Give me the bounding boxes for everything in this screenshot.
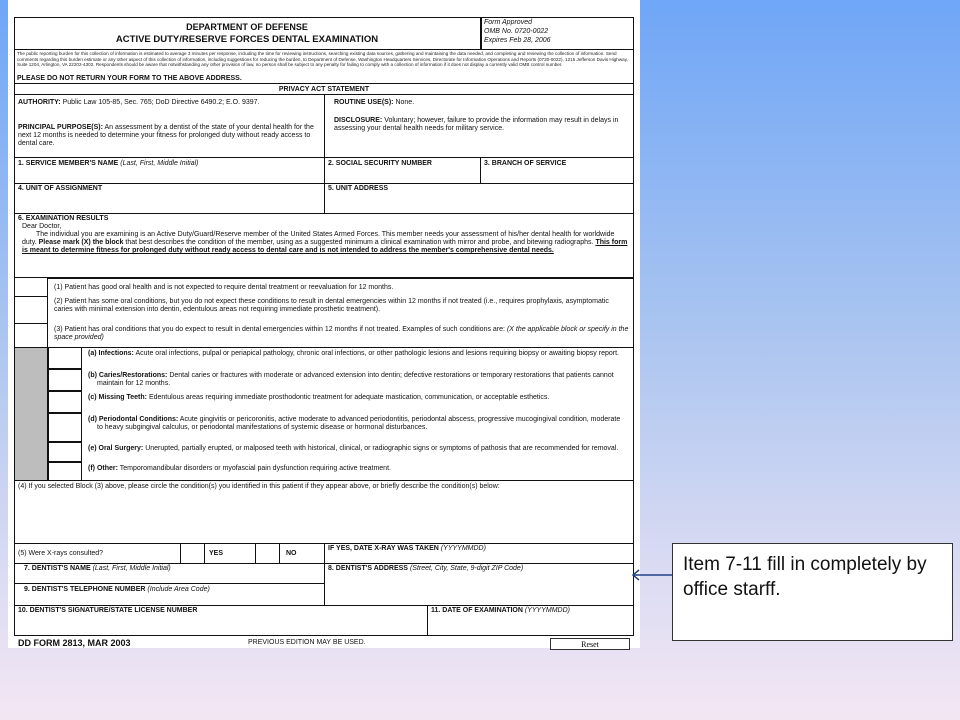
condition-desc: Unerupted, partially erupted, or malposed teeth with historical, clinical, or radiographic signs or symptoms of pathosis that are recommended for removal. xyxy=(145,445,619,452)
disclosure-label: DISCLOSURE: xyxy=(334,117,383,124)
intro-text-2: that best describes the condition of the member, using as a suggested minimum a clinical examination with mirror and probe, and bitewing radiographs. xyxy=(125,239,594,246)
checkbox-2[interactable] xyxy=(14,296,48,324)
condition-item xyxy=(88,394,628,402)
privacy-header: PRIVACY ACT STATEMENT xyxy=(278,86,370,93)
xray-no-checkbox[interactable] xyxy=(255,543,280,564)
condition-name: (b) Caries/Restorations: xyxy=(88,372,168,379)
condition-item xyxy=(88,445,628,453)
condition-desc: Edentulous areas requiring immediate prosthodontic treatment for adequate mastication, communication, or acceptable esthetics. xyxy=(148,394,550,401)
condition-name: (a) Infections: xyxy=(88,350,134,357)
condition-checkbox[interactable] xyxy=(48,391,82,413)
checkbox-1[interactable] xyxy=(14,277,48,297)
condition-name: (e) Oral Surgery: xyxy=(88,445,144,452)
dentist-phone-field[interactable]: 9. DENTIST'S TELEPHONE NUMBER (Include Area Code) xyxy=(24,586,210,593)
option-2: (2) Patient has some oral conditions, but you do not expect these conditions to result in dental emergencies within 12 months if not treated (i.e., requires prophylaxis, asymptomatic caries with minimal extension into dentin, edentulous areas not requiring immediate prosthetic treatment). xyxy=(54,298,609,313)
service-member-name-field[interactable]: 1. SERVICE MEMBER'S NAME (Last, First, Middle Initial) xyxy=(18,160,199,167)
previous-edition: PREVIOUS EDITION MAY BE USED. xyxy=(248,639,366,646)
intro-bold-2: This form is meant to determine fitness for prolonged duty without ready access to dental care and is not intended to address the member's comprehensive dental needs. xyxy=(22,239,628,254)
xray-question: (5) Were X-rays consulted? xyxy=(18,550,104,557)
intro-text: The individual you are examining is an Active Duty/Guard/Reserve member of the United States Armed Forces. This member needs your assessment of his/her dental health for worldwide duty. xyxy=(22,231,615,246)
condition-checkbox[interactable] xyxy=(48,413,82,442)
department: DEPARTMENT OF DEFENSE xyxy=(186,22,308,32)
condition-checkbox[interactable] xyxy=(48,442,82,462)
option-3-hint: (X the applicable block or specify in the space provided) xyxy=(54,326,629,341)
condition-name: (c) Missing Teeth: xyxy=(88,394,147,401)
condition-checkbox[interactable] xyxy=(48,369,82,391)
purpose-text: An assessment by a dentist of the state of your dental health for the next 12 months is needed to determine your fitness for prolonged duty without ready access to dental care. xyxy=(18,124,314,147)
dental-exam-form xyxy=(8,0,640,648)
disclosure-text: Voluntary; however, failure to provide the information may result in delays in assessing your dental health needs for military service. xyxy=(334,117,619,132)
approval-text: Form Approved xyxy=(484,19,532,26)
routine-label: ROUTINE USE(S): xyxy=(334,99,394,106)
intro-bold: Please mark (X) the block xyxy=(38,239,124,246)
authority-text: Public Law 105-85, Sec. 765; DoD Directive 6490.2; E.O. 9397. xyxy=(62,99,260,106)
do-not-return: PLEASE DO NOT RETURN YOUR FORM TO THE ABOVE ADDRESS. xyxy=(17,75,242,82)
yes-label: YES xyxy=(209,550,224,557)
arrow-icon xyxy=(630,568,674,582)
condition-desc: Temporomandibular disorders or myofascial pain dysfunction requiring active treatment. xyxy=(119,465,391,472)
exam-date-field[interactable]: 11. DATE OF EXAMINATION (YYYYMMDD) xyxy=(431,607,570,614)
option-1: (1) Patient has good oral health and is not expected to require dental treatment or reevaluation for 12 months. xyxy=(54,284,394,291)
burden-statement: The public reporting burden for this collection of information is estimated to average 3 minutes per response, including the time for reviewing instructions, searching existing data sources, gathering and maintaining the data needed, and completing and reviewing the collection of information. Send comments regarding this burden estimate or any other aspect of this collection of information, including suggestions for reducing the burden, to Department of Defense, Washington Headquarters Services, Directorate for Information Operations and Reports (0720-0022), 1215 Jefferson Davis Highway, Suite 1204, Arlington, VA 22202-4302. Respondents should be aware that notwithstanding any other provision of law, no person shall be subject to any penalty for failing to comply with a collection of information if it does not display a currently valid OMB control number. xyxy=(17,51,628,68)
expiry: Expires Feb 28, 2006 xyxy=(484,37,551,44)
form-number: DD FORM 2813, MAR 2003 xyxy=(18,638,131,648)
option-3: (3) Patient has oral conditions that you do expect to result in dental emergencies within 12 months if not treated. Examples of such conditions are: xyxy=(54,326,505,333)
condition-name: (f) Other: xyxy=(88,465,118,472)
condition-desc: Dental caries or fractures with moderate or advanced extension into dentin; defective restorations or temporary restorations that patients cannot maintain for 12 months. xyxy=(97,372,614,387)
condition-checkbox[interactable] xyxy=(48,347,82,369)
xray-yes-checkbox[interactable] xyxy=(180,543,205,564)
option-4: (4) If you selected Block (3) above, please circle the condition(s) you identified in this patient if they appear above, or briefly describe the condition(s) below: xyxy=(18,483,500,490)
salutation: Dear Doctor, xyxy=(22,223,62,230)
unit-address-field[interactable]: 5. UNIT ADDRESS xyxy=(328,185,389,192)
condition-checkbox[interactable] xyxy=(48,462,82,481)
purpose-label: PRINCIPAL PURPOSE(S): xyxy=(18,124,103,131)
xray-date-field[interactable]: IF YES, DATE X-RAY WAS TAKEN (YYYYMMDD) xyxy=(328,545,486,552)
branch-field[interactable]: 3. BRANCH OF SERVICE xyxy=(484,160,567,167)
dentist-signature-field[interactable]: 10. DENTIST'S SIGNATURE/STATE LICENSE NUMBER xyxy=(18,607,198,614)
unit-assignment-field[interactable]: 4. UNIT OF ASSIGNMENT xyxy=(18,185,103,192)
checkbox-3[interactable] xyxy=(14,323,48,348)
condition-item xyxy=(88,372,628,388)
routine-text: None. xyxy=(395,99,415,106)
form-title: ACTIVE DUTY/RESERVE FORCES DENTAL EXAMINATION xyxy=(115,34,379,45)
section6-title: 6. EXAMINATION RESULTS xyxy=(18,215,109,222)
callout-note: Item 7-11 fill in completely by office starff. xyxy=(672,543,953,641)
condition-item xyxy=(88,416,628,432)
condition-item xyxy=(88,350,628,358)
no-label: NO xyxy=(286,550,297,557)
condition-name: (d) Periodontal Conditions: xyxy=(88,416,179,423)
dentist-name-field[interactable]: 7. DENTIST'S NAME (Last, First, Middle Initial) xyxy=(24,565,171,572)
dentist-address-field[interactable]: 8. DENTIST'S ADDRESS (Street, City, State, 9-digit ZIP Code) xyxy=(328,565,524,572)
condition-item xyxy=(88,465,628,473)
ssn-field[interactable]: 2. SOCIAL SECURITY NUMBER xyxy=(328,160,432,167)
reset-button[interactable]: Reset xyxy=(550,638,630,650)
omb-number: OMB No. 0720-0022 xyxy=(484,28,549,35)
condition-desc: Acute oral infections, pulpal or periapical pathology, chronic oral infections, or other pathologic lesions and lesions requiring biopsy or awaiting biopsy report. xyxy=(135,350,619,357)
authority-label: AUTHORITY: xyxy=(18,99,61,106)
condition-desc: Acute gingivitis or pericoronitis, active moderate to advanced periodontitis, periodontal abscess, progressive mucogingival condition, moderate to heavy subgingival calculus, or periodontal manifestations of systemic disease or hormonal disturbances. xyxy=(97,416,621,431)
